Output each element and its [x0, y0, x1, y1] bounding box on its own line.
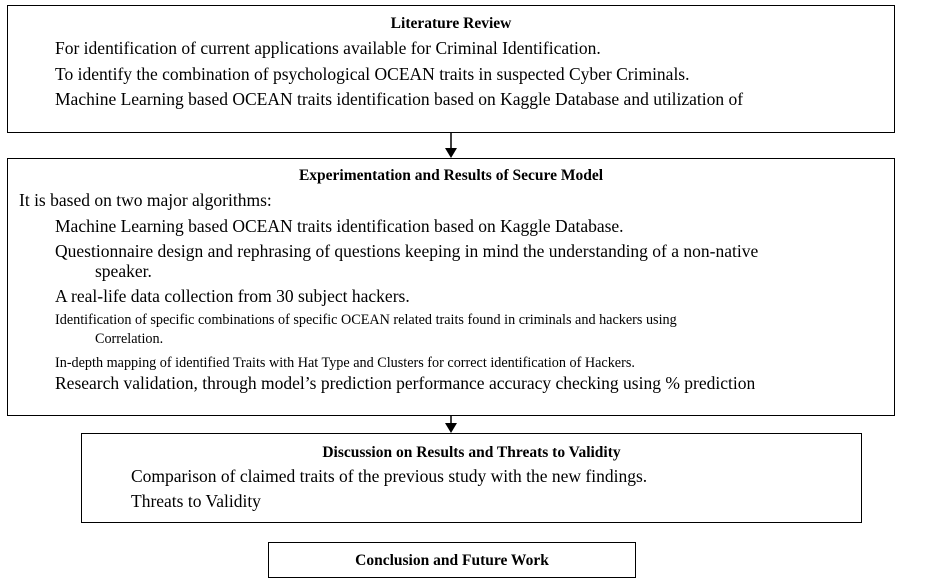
experimentation-line-2-cont: speaker.	[95, 261, 152, 281]
experimentation-line-2: Questionnaire design and rephrasing of questions keeping in mind the understanding of a non-native	[55, 241, 759, 261]
experimentation-line-4-cont: Correlation.	[95, 331, 164, 347]
experimentation-title: Experimentation and Results of Secure Model	[298, 167, 604, 184]
literature-review-line-1: For identification of current applications available for Criminal Identification.	[55, 38, 601, 58]
experimentation-line-1: Machine Learning based OCEAN traits identification based on Kaggle Database.	[55, 216, 624, 236]
literature-review-line-2: To identify the combination of psychological OCEAN traits in suspected Cyber Criminals.	[55, 64, 690, 84]
conclusion-box	[268, 542, 636, 578]
experimentation-line-3: A real-life data collection from 30 subject hackers.	[55, 286, 410, 306]
experimentation-box	[7, 158, 895, 416]
conclusion-title: Conclusion and Future Work	[355, 552, 549, 569]
experimentation-line-5: In-depth mapping of identified Traits with Hat Type and Clusters for correct identification of Hackers.	[55, 355, 635, 371]
literature-review-line-3: Machine Learning based OCEAN traits identification based on Kaggle Database and utilization of	[55, 89, 744, 109]
discussion-title: Discussion on Results and Threats to Validity	[322, 444, 621, 461]
experimentation-intro: It is based on two major algorithms:	[19, 190, 272, 210]
arrow-experimentation-to-discussion	[445, 416, 457, 433]
experimentation-line-6: Research validation, through model’s prediction performance accuracy checking using % prediction	[55, 373, 756, 393]
arrow-literature-to-experimentation	[445, 133, 457, 158]
discussion-line-2: Threats to Validity	[131, 491, 261, 511]
literature-review-title: Literature Review	[390, 15, 512, 32]
literature-review-box	[7, 5, 895, 133]
experimentation-line-4: Identification of specific combinations of specific OCEAN related traits found in criminals and hackers using	[55, 312, 677, 328]
discussion-line-1: Comparison of claimed traits of the previous study with the new findings.	[131, 466, 648, 486]
discussion-box	[81, 433, 862, 523]
